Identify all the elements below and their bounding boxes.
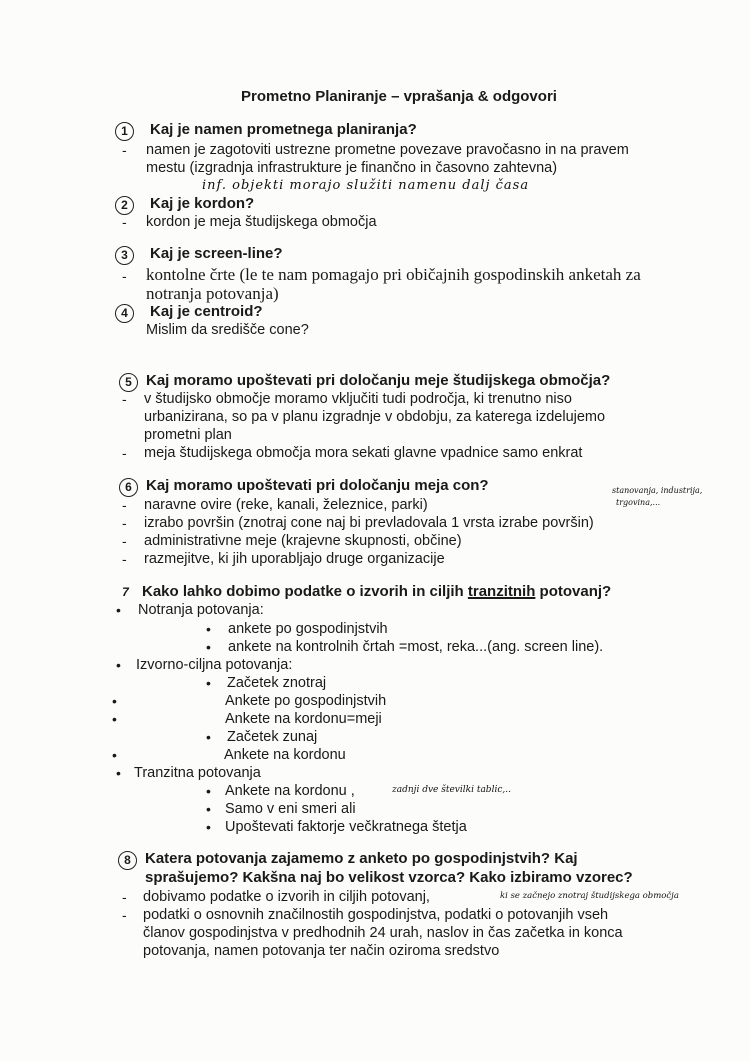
dash: - (122, 533, 127, 549)
answer-line: dobivamo podatke o izvorih in ciljih potovanj, (143, 889, 430, 905)
question-number: 1 (115, 122, 134, 141)
answer-line: potovanja, namen potovanja ter način oziroma sredstvo (143, 943, 500, 959)
answer-line: notranja potovanja) (146, 284, 279, 303)
list-item: Upoštevati faktorje večkratnega štetja (225, 819, 467, 835)
dash: - (122, 551, 127, 567)
list-item: Ankete po gospodinjstvih (225, 693, 387, 709)
question-3: Kaj je screen-line? (150, 245, 283, 262)
bullet: • (116, 657, 121, 673)
list-item: Ankete na kordonu=meji (225, 711, 382, 727)
bullet: • (112, 693, 117, 709)
list-item: Samo v eni smeri ali (225, 801, 356, 817)
answer-line: naravne ovire (reke, kanali, železnice, parki) (144, 497, 428, 513)
bullet: • (206, 639, 211, 655)
question-number: 7 (122, 585, 129, 599)
bullet: • (206, 675, 211, 691)
list-item: ankete na kontrolnih črtah =most, reka...(ang. screen line). (228, 639, 604, 655)
question-number: 4 (115, 304, 134, 323)
answer-line: namen je zagotoviti ustrezne prometne povezave pravočasno in na pravem (146, 142, 629, 158)
answer-line: Mislim da središče cone? (146, 322, 309, 338)
question-4: Kaj je centroid? (150, 303, 263, 320)
dash: - (122, 391, 127, 407)
list-item: Tranzitna potovanja (134, 765, 261, 781)
bullet: • (116, 765, 121, 781)
list-item: Notranja potovanja: (138, 602, 264, 618)
answer-line: mestu (izgradnja infrastrukture je finančno in časovno zahtevna) (146, 160, 558, 176)
answer-line: urbanizirana, so pa v planu izgradnje v obdobju, za katerega izdelujemo (144, 409, 606, 425)
answer-line: podatki o osnovnih značilnostih gospodinjstva, podatki o potovanjih vseh (143, 907, 609, 923)
answer-line: razmejitve, ki jih uporabljajo druge organizacije (144, 551, 445, 567)
list-item: Izvorno-ciljna potovanja: (136, 657, 293, 673)
bullet: • (206, 801, 211, 817)
answer-line: administrativne meje (krajevne skupnosti, občine) (144, 533, 462, 549)
answer-line: kordon je meja študijskega območja (146, 214, 377, 230)
list-item: Ankete na kordonu (224, 747, 346, 763)
bullet: • (112, 711, 117, 727)
answer-line: prometni plan (144, 427, 232, 443)
answer-line: izrabo površin (znotraj cone naj bi prevladovala 1 vrsta izrabe površin) (144, 515, 594, 531)
question-6: Kaj moramo upoštevati pri določanju meja con? (146, 477, 489, 494)
underlined-word: tranzitnih (467, 583, 536, 600)
handwritten-note: zadnji dve številki tablic,.. (392, 785, 511, 795)
answer-line: meja študijskega območja mora sekati glavne vpadnice samo enkrat (144, 445, 583, 461)
handwritten-note: stanovanja, industrija, (612, 486, 703, 495)
bullet: • (206, 729, 211, 745)
dash: - (122, 214, 127, 230)
dash: - (122, 142, 127, 158)
handwritten-note: trgovina,... (616, 498, 661, 507)
bullet: • (206, 783, 211, 799)
question-number: 3 (115, 246, 134, 265)
answer-line: v študijsko območje moramo vključiti tudi področja, ki trenutno niso (144, 391, 572, 407)
question-8: sprašujemo? Kakšna naj bo velikost vzorca? Kako izbiramo vzorec? (145, 869, 633, 886)
bullet: • (206, 621, 211, 637)
list-item: ankete po gospodinjstvih (228, 621, 388, 637)
list-item: Ankete na kordonu , (225, 783, 355, 799)
bullet: • (206, 819, 211, 835)
question-5: Kaj moramo upoštevati pri določanju meje študijskega območja? (146, 372, 611, 389)
question-2: Kaj je kordon? (150, 195, 255, 212)
question-text: Kako lahko dobimo podatke o izvorih in ciljih (142, 583, 468, 600)
page-title: Prometno Planiranje – vprašanja & odgovori (241, 88, 557, 105)
dash: - (122, 268, 127, 284)
answer-line: kontolne črte (le te nam pomagajo pri običajnih gospodinskih anketah za (146, 265, 641, 284)
bullet: • (116, 602, 121, 618)
handwritten-note: ki se začnejo znotraj študijskega območja (500, 891, 679, 901)
dash: - (122, 889, 127, 905)
question-number: 2 (115, 196, 134, 215)
answer-line: članov gospodinjstva v predhodnih 24 urah, naslov in čas začetka in konca (143, 925, 623, 941)
question-number: 5 (119, 373, 138, 392)
list-item: Začetek znotraj (227, 675, 327, 691)
dash: - (122, 907, 127, 923)
question-number: 6 (119, 478, 138, 497)
dash: - (122, 515, 127, 531)
question-text: potovanj? (535, 583, 612, 600)
dash: - (122, 497, 127, 513)
question-1: Kaj je namen prometnega planiranja? (150, 121, 417, 138)
dash: - (122, 445, 127, 461)
bullet: • (112, 747, 117, 763)
question-7 (142, 583, 611, 601)
question-number: 8 (118, 851, 137, 870)
list-item: Začetek zunaj (227, 729, 318, 745)
handwritten-note: inf. objekti morajo služiti namenu dalj časa (202, 178, 530, 193)
question-8: Katera potovanja zajamemo z anketo po gospodinjstvih? Kaj (145, 850, 578, 867)
